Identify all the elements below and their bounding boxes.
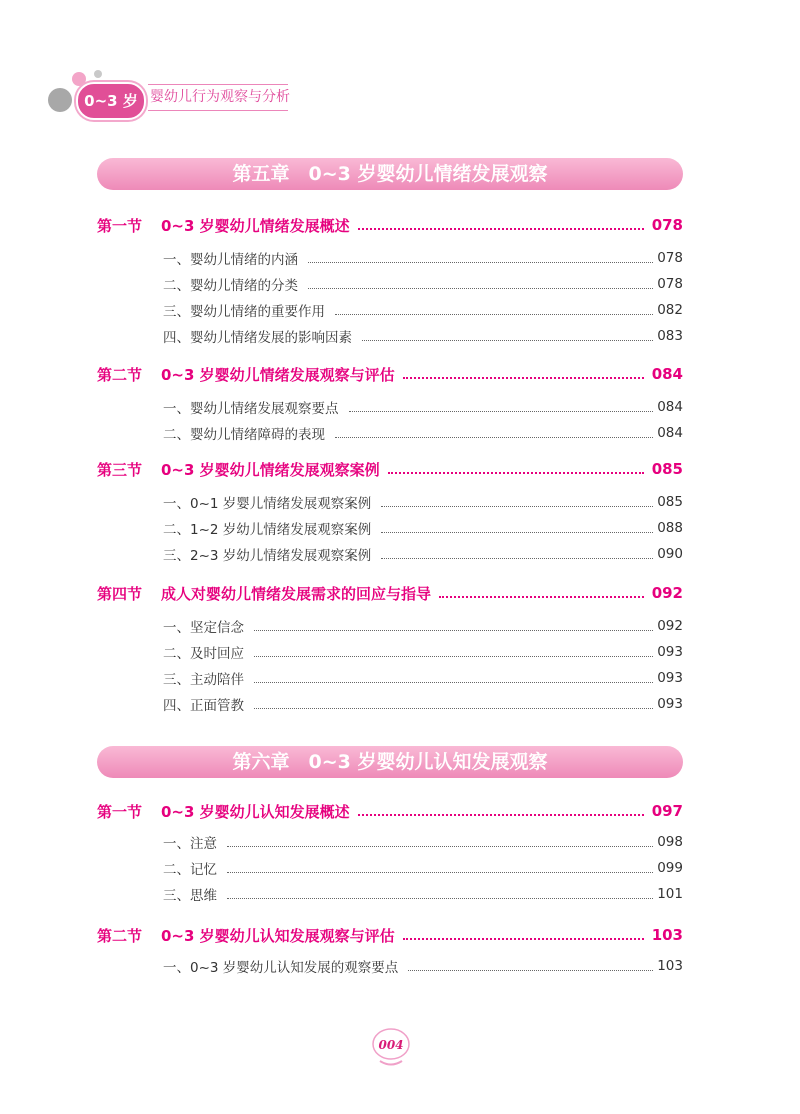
section-row[interactable]	[97, 582, 683, 604]
section-page: 085	[651, 460, 683, 478]
item-title: 二、及时回应	[163, 646, 244, 662]
item-title: 三、思维	[163, 888, 217, 904]
page-number-badge	[368, 1024, 414, 1070]
page-number: 004	[378, 1038, 404, 1052]
toc-item[interactable]	[163, 300, 683, 320]
item-title: 四、婴幼儿情绪发展的影响因素	[163, 330, 352, 346]
header-line-top	[148, 84, 288, 85]
dot-leader	[358, 814, 644, 816]
dot-leader	[335, 437, 653, 438]
section-number: 第二节	[97, 365, 143, 384]
toc-item[interactable]	[163, 248, 683, 268]
toc-item[interactable]	[163, 274, 683, 294]
item-page: 090	[657, 546, 683, 562]
dot-leader	[227, 872, 653, 873]
dot-leader	[254, 708, 653, 709]
section-page: 092	[651, 584, 683, 602]
item-title: 一、婴幼儿情绪的内涵	[163, 252, 298, 268]
item-title: 三、主动陪伴	[163, 672, 244, 688]
dot-leader	[254, 630, 653, 631]
section-number: 第二节	[97, 926, 143, 945]
item-page: 103	[657, 958, 683, 974]
grey-dot-small	[94, 70, 102, 78]
section-number: 第一节	[97, 216, 143, 235]
item-title: 二、婴幼儿情绪的分类	[163, 278, 298, 294]
dot-leader	[403, 377, 644, 379]
section-page: 103	[651, 926, 683, 944]
item-page: 078	[657, 276, 683, 292]
dot-leader	[403, 938, 644, 940]
item-title: 一、坚定信念	[163, 620, 244, 636]
toc-item[interactable]	[163, 518, 683, 538]
item-page: 093	[657, 644, 683, 660]
toc-item[interactable]	[163, 832, 683, 852]
toc-item[interactable]	[163, 884, 683, 904]
section-number: 第三节	[97, 460, 143, 479]
section-number: 第一节	[97, 802, 143, 821]
chapter-title: 第五章 0~3 岁婴幼儿情绪发展观察	[97, 158, 683, 190]
dot-leader	[381, 532, 653, 533]
dot-leader	[308, 288, 653, 289]
section-row[interactable]	[97, 924, 683, 946]
item-page: 082	[657, 302, 683, 318]
dot-leader	[439, 596, 644, 598]
section-title: 0~3 岁婴幼儿认知发展观察与评估	[161, 926, 395, 945]
dot-leader	[335, 314, 653, 315]
toc-item[interactable]	[163, 642, 683, 662]
item-page: 088	[657, 520, 683, 536]
toc-item[interactable]	[163, 544, 683, 564]
book-title: 婴幼儿行为观察与分析	[150, 89, 290, 105]
dot-leader	[254, 656, 653, 657]
dot-leader	[349, 411, 654, 412]
item-page: 084	[657, 399, 683, 415]
toc-item[interactable]	[163, 492, 683, 512]
toc-item[interactable]	[163, 616, 683, 636]
section-page: 084	[651, 365, 683, 383]
age-badge: 0~3 岁	[76, 82, 146, 120]
toc-item[interactable]	[163, 956, 683, 976]
item-page: 101	[657, 886, 683, 902]
toc-item[interactable]	[163, 423, 683, 443]
item-page: 085	[657, 494, 683, 510]
dot-leader	[381, 558, 653, 559]
item-title: 三、2~3 岁幼儿情绪发展观察案例	[163, 548, 372, 564]
section-row[interactable]	[97, 214, 683, 236]
section-title: 0~3 岁婴幼儿认知发展概述	[161, 802, 350, 821]
item-title: 四、正面管教	[163, 698, 244, 714]
dot-leader	[308, 262, 653, 263]
section-row[interactable]	[97, 800, 683, 822]
page-header	[0, 0, 800, 130]
section-row[interactable]	[97, 458, 683, 480]
item-page: 098	[657, 834, 683, 850]
item-page: 093	[657, 696, 683, 712]
item-page: 092	[657, 618, 683, 634]
toc-item[interactable]	[163, 858, 683, 878]
section-row[interactable]	[97, 363, 683, 385]
section-title: 成人对婴幼儿情绪发展需求的回应与指导	[161, 584, 432, 603]
section-page: 097	[651, 802, 683, 820]
dot-leader	[227, 846, 653, 847]
item-title: 一、0~1 岁婴儿情绪发展观察案例	[163, 496, 372, 512]
item-title: 二、记忆	[163, 862, 217, 878]
toc-item[interactable]	[163, 326, 683, 346]
item-title: 二、1~2 岁幼儿情绪发展观察案例	[163, 522, 372, 538]
item-title: 一、0~3 岁婴幼儿认知发展的观察要点	[163, 960, 399, 976]
section-title: 0~3 岁婴幼儿情绪发展观察案例	[161, 460, 380, 479]
chapter-title: 第六章 0~3 岁婴幼儿认知发展观察	[97, 746, 683, 778]
item-title: 一、婴幼儿情绪发展观察要点	[163, 401, 339, 417]
item-page: 078	[657, 250, 683, 266]
item-page: 099	[657, 860, 683, 876]
toc-item[interactable]	[163, 694, 683, 714]
section-page: 078	[651, 216, 683, 234]
dot-leader	[362, 340, 653, 341]
dot-leader	[227, 898, 653, 899]
toc-item[interactable]	[163, 397, 683, 417]
dot-leader	[381, 506, 653, 507]
item-page: 083	[657, 328, 683, 344]
item-title: 二、婴幼儿情绪障碍的表现	[163, 427, 325, 443]
toc-item[interactable]	[163, 668, 683, 688]
item-title: 三、婴幼儿情绪的重要作用	[163, 304, 325, 320]
section-title: 0~3 岁婴幼儿情绪发展概述	[161, 216, 350, 235]
item-title: 一、注意	[163, 836, 217, 852]
dot-leader	[408, 970, 653, 971]
section-number: 第四节	[97, 584, 143, 603]
section-title: 0~3 岁婴幼儿情绪发展观察与评估	[161, 365, 395, 384]
item-page: 093	[657, 670, 683, 686]
dot-leader	[358, 228, 644, 230]
grey-dot-large	[48, 88, 72, 112]
dot-leader	[388, 472, 644, 474]
dot-leader	[254, 682, 653, 683]
header-line-bottom	[148, 110, 288, 111]
item-page: 084	[657, 425, 683, 441]
